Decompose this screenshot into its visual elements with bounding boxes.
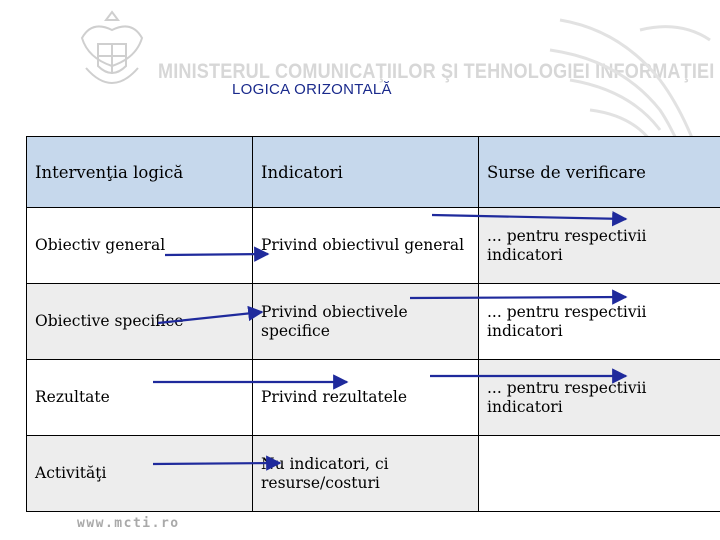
table-cell: Activităţi [27,436,253,512]
table-header-row [27,137,720,208]
table-row [27,208,720,284]
table-cell: Obiective specifice [27,284,253,360]
column-header: Indicatori [253,137,479,208]
table-cell: ... pentru respectivii indicatori [479,284,720,360]
column-header: Surse de verificare [479,137,720,208]
table-cell [479,436,720,512]
column-header: Intervenţia logică [27,137,253,208]
table-cell: Privind obiectivul general [253,208,479,284]
table-cell: ... pentru respectivii indicatori [479,208,720,284]
logframe-table [26,136,720,512]
table-cell: Nu indicatori, ci resurse/costuri [253,436,479,512]
table-row [27,360,720,436]
table-row [27,284,720,360]
table-cell: ... pentru respectivii indicatori [479,360,720,436]
table-row [27,436,720,512]
table-cell: Privind obiectivele specifice [253,284,479,360]
coat-of-arms-watermark [72,8,152,94]
table-cell: Rezultate [27,360,253,436]
table-cell: Obiectiv general [27,208,253,284]
ministry-watermark: MINISTERUL COMUNICAŢIILOR ŞI TEHNOLOGIEI INFORMAŢIEI [158,60,715,83]
table-cell: Privind rezultatele [253,360,479,436]
slide-title: LOGICA ORIZONTALĂ [232,81,392,98]
footer-url: www.mcti.ro [77,516,180,531]
